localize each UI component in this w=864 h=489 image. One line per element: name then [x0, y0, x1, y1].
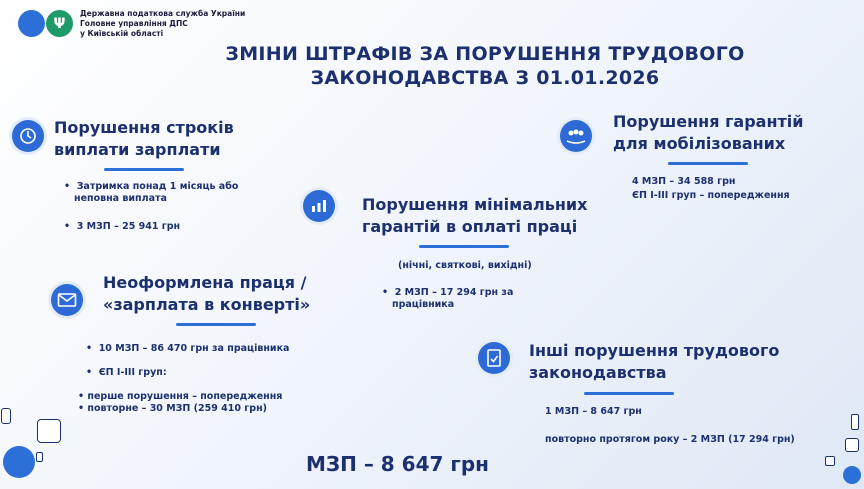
other-heading-1: Інші порушення трудового	[529, 341, 780, 360]
undeclared-bullet-2: • ЄП І-ІІІ груп:	[86, 367, 167, 378]
mzp-value: МЗП – 8 647 грн	[306, 452, 489, 476]
trident-glyph: Ψ	[53, 15, 66, 32]
undeclared-divider	[176, 323, 256, 326]
decor-circle-1	[3, 446, 35, 478]
other-bullet-1: 1 МЗП – 8 647 грн	[545, 406, 642, 417]
decor-square-3	[36, 452, 43, 462]
undeclared-heading-2: «зарплата в конверті»	[103, 295, 311, 314]
chart-hand-icon	[303, 190, 335, 222]
decor-circle-2	[843, 466, 861, 484]
minimal-divider	[419, 245, 509, 248]
minimal-bullet-1a: • 2 МЗП – 17 294 грн за	[382, 287, 514, 298]
other-bullet-2: повторно протягом року – 2 МЗП (17 294 грн)	[545, 434, 795, 445]
minimal-heading-1: Порушення мінімальних	[362, 195, 588, 214]
document-check-icon	[478, 342, 510, 374]
title-line-2: ЗАКОНОДАВСТВА З 01.01.2026	[310, 67, 660, 89]
decor-square-6	[851, 414, 859, 430]
decor-square-4	[845, 438, 859, 452]
undeclared-bullet-1: • 10 МЗП – 86 470 грн за працівника	[86, 343, 290, 354]
mobilized-heading-2: для мобілізованих	[613, 134, 786, 153]
other-heading-2: законодавства	[529, 363, 667, 382]
minimal-subtitle: (нічні, святкові, вихідні)	[398, 260, 532, 271]
mobilized-bullet-1: 4 МЗП – 34 588 грн	[632, 176, 736, 187]
salary-bullet-1b: неповна виплата	[74, 193, 167, 204]
salary-bullet-1a: • Затримка понад 1 місяць або	[64, 181, 239, 192]
undeclared-heading-1: Неоформлена праця /	[103, 273, 307, 292]
title-line-1: ЗМІНИ ШТРАФІВ ЗА ПОРУШЕННЯ ТРУДОВОГО	[225, 43, 745, 65]
clock-money-icon	[12, 120, 44, 152]
people-hand-icon	[560, 120, 592, 152]
decor-square-2	[1, 408, 11, 424]
page-title	[150, 42, 820, 90]
mobilized-divider	[668, 162, 748, 165]
trident-logo-icon	[46, 10, 73, 37]
undeclared-bullet-4: • повторне – 30 МЗП (259 410 грн)	[78, 403, 267, 414]
org-line-2: Головне управління ДПС	[80, 19, 188, 28]
tax-service-logo-blue	[18, 10, 45, 37]
mobilized-heading-1: Порушення гарантій	[613, 112, 804, 131]
minimal-bullet-1b: працівника	[392, 299, 455, 310]
undeclared-bullet-3: • перше порушення – попередження	[78, 391, 283, 402]
minimal-heading-2: гарантій в оплаті праці	[362, 217, 578, 236]
organization-name	[80, 9, 245, 39]
mobilized-bullet-2: ЄП І-ІІІ груп – попередження	[632, 190, 790, 201]
org-line-1: Державна податкова служба України	[80, 9, 246, 18]
decor-square-1	[37, 419, 61, 443]
envelope-icon	[51, 284, 83, 316]
salary-heading-2: виплати зарплати	[54, 140, 221, 159]
salary-divider	[104, 168, 184, 171]
decor-square-5	[825, 456, 835, 466]
salary-heading-1: Порушення строків	[54, 118, 234, 137]
salary-bullet-2: • 3 МЗП – 25 941 грн	[64, 221, 181, 232]
org-line-3: у Київській області	[80, 29, 164, 38]
other-divider	[584, 392, 674, 395]
